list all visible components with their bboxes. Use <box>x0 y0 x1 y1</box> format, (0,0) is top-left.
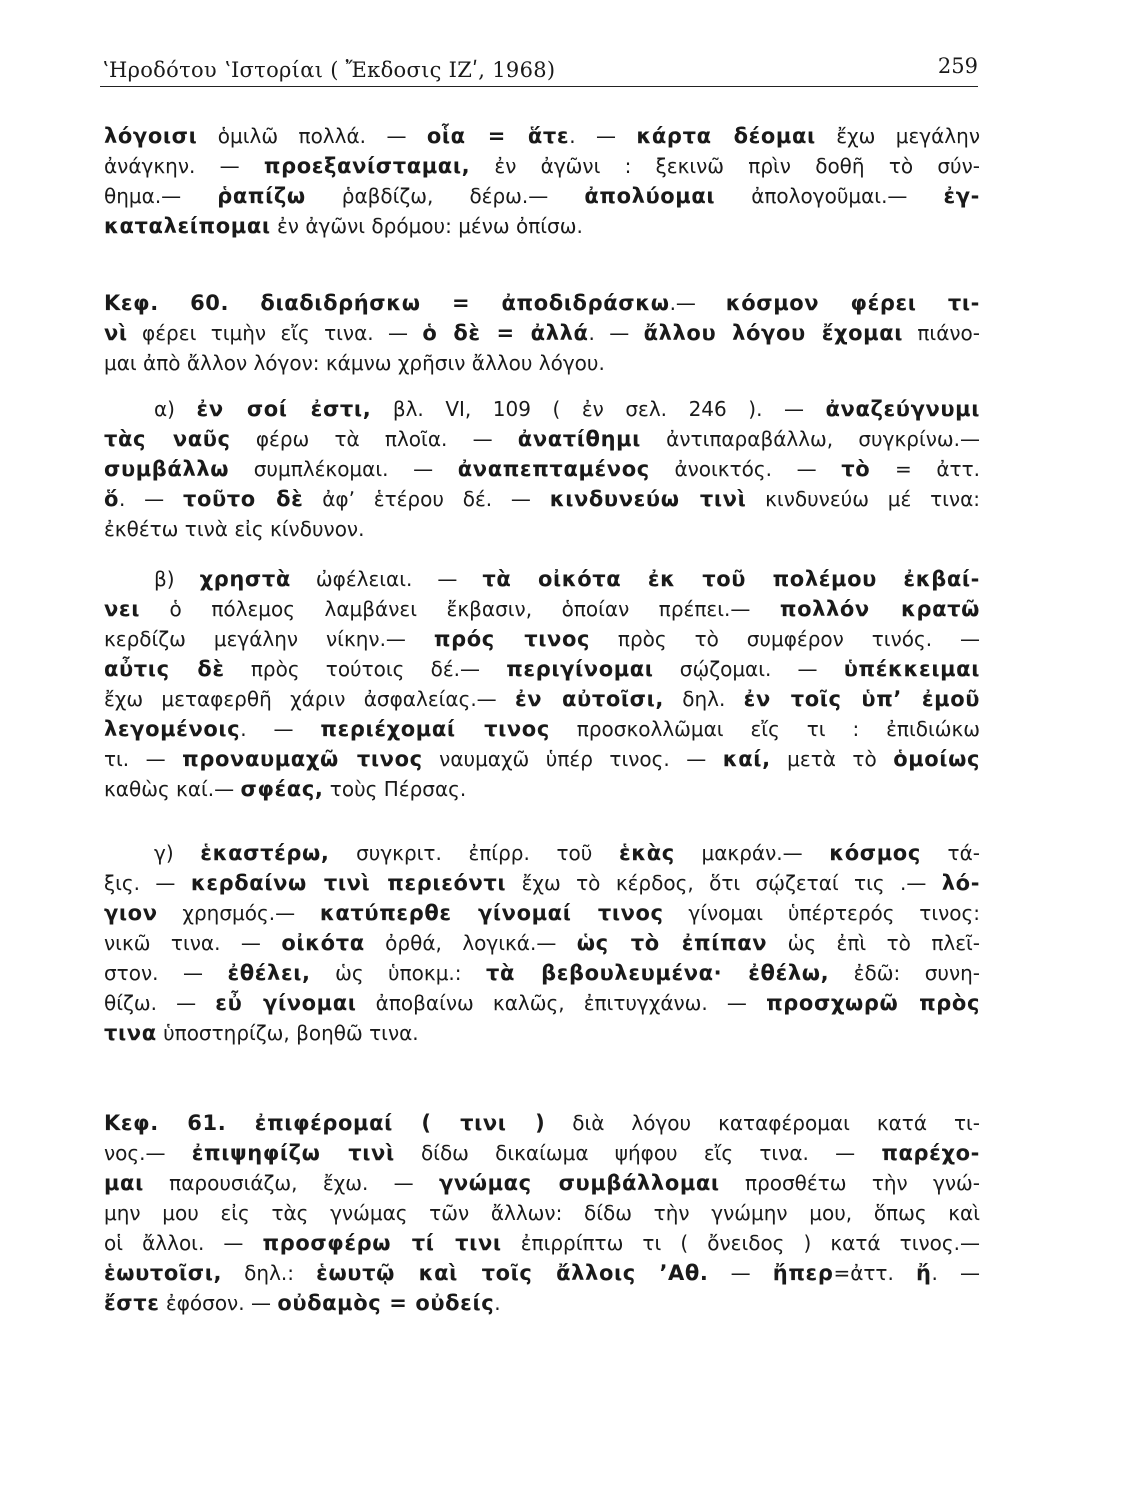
gloss-text: ὁμιλῶ πολλά. — <box>197 124 427 148</box>
gloss-text: παρουσιάζω, ἔχω. — <box>143 1171 439 1195</box>
gloss-text: προσθέτω τὴν γνώ- <box>719 1171 980 1195</box>
gloss-text: . <box>494 1291 501 1315</box>
lemma-term: ἐπιψηφίζω τινὶ <box>191 1141 395 1165</box>
lemma-term: προναυμαχῶ τινος <box>182 747 423 771</box>
lemma-term: τοῦτο δὲ <box>182 487 304 511</box>
lemma-term: προσφέρω τί τινι <box>262 1231 502 1255</box>
lemma-term: ἐν αὐτοῖσι, <box>514 687 664 711</box>
lemma-term: πολλόν κρατῶ <box>779 597 980 621</box>
gloss-text: = ἀττ. <box>870 457 980 481</box>
lemma-term: κόσμον φέρει τι- <box>725 291 980 315</box>
gloss-text: . — <box>569 124 637 148</box>
lemma-term: κόσμος <box>829 841 921 865</box>
gloss-text: ἐπιρρίπτω τι ( ὄνειδος ) κατά τινος.— <box>501 1231 980 1255</box>
lemma-term: νει <box>104 597 140 621</box>
lemma-term: κινδυνεύω τινὶ <box>549 487 747 511</box>
text-line <box>104 121 980 151</box>
lemma-term: ἑωυτοῖσι, <box>104 1261 223 1285</box>
lemma-term: ὁ δὲ = ἀλλά <box>422 321 589 345</box>
gloss-text: στον. — <box>104 961 228 985</box>
gloss-text: τοὺς Πέρσας. <box>323 777 467 801</box>
gloss-text: πρὸς τούτοις δέ.— <box>224 657 507 681</box>
lemma-term: γιον <box>104 901 158 925</box>
lemma-term: ἑκὰς <box>618 841 675 865</box>
lemma-term: ἐγ- <box>943 184 980 208</box>
gloss-text: δηλ.: <box>222 1261 317 1285</box>
lemma-term: ἤ <box>915 1261 932 1285</box>
text-line <box>104 211 980 241</box>
gloss-text: καθὼς καί.— <box>104 777 241 801</box>
gloss-text: . — <box>931 1261 980 1285</box>
lemma-term: κατύπερθε γίνομαί τινος <box>319 901 664 925</box>
text-line <box>104 714 980 744</box>
paragraph-60-alpha <box>104 394 980 544</box>
text-line <box>104 774 980 804</box>
text-line <box>104 288 980 318</box>
lemma-term: ἐν τοῖς ὑπʼ ἐμοῦ <box>743 687 980 711</box>
page-number: 259 <box>937 54 978 78</box>
gloss-text: κινδυνεύω μέ τινα: <box>746 487 980 511</box>
gloss-text: ἀποβαίνω καλῶς, ἐπιτυγχάνω. — <box>356 991 767 1015</box>
gloss-text: σῴζομαι. — <box>653 657 844 681</box>
text-line <box>104 348 980 378</box>
gloss-text: ὁ πόλεμος λαμβάνει ἔκβασιν, ὁποίαν πρέπει.— <box>139 597 780 621</box>
text-line <box>104 624 980 654</box>
lemma-term: καταλείπομαι <box>104 214 271 238</box>
lemma-term: ὅ <box>104 487 120 511</box>
lemma-term: περιγίνομαι <box>506 657 654 681</box>
text-line <box>104 958 980 988</box>
text-line <box>104 318 980 348</box>
gloss-text: ἐν ἀγῶνι : ξεκινῶ πρὶν δοθῆ τὸ σύν- <box>470 154 980 178</box>
lemma-term: Κεφ. 61. ἐπιφέρομαί ( τινι ) <box>104 1111 546 1135</box>
gloss-text: μην μου εἰς τὰς γνώμας τῶν ἄλλων: δίδω τὴν γνώμην μου, ὅπως καὶ <box>104 1201 980 1225</box>
lemma-term: κερδαίνω τινὶ περιεόντι <box>190 871 507 895</box>
lemma-term: κάρτα δέομαι <box>636 124 816 148</box>
text-line <box>104 1018 980 1048</box>
lemma-term: γνώμας συμβάλλομαι <box>438 1171 720 1195</box>
text-line <box>104 868 980 898</box>
paragraph-chapter-61 <box>104 1108 980 1318</box>
gloss-text: ὠφέλειαι. — <box>290 567 483 591</box>
gloss-text: α) <box>154 397 197 421</box>
lemma-term: εὖ γίνομαι <box>215 991 357 1015</box>
text-line <box>104 898 980 928</box>
text-line <box>104 928 980 958</box>
lemma-term: ἑωυτῷ καὶ τοῖς ἄλλοις ʼΑθ. <box>316 1261 709 1285</box>
text-line <box>104 1228 980 1258</box>
gloss-text: θίζω. — <box>104 991 216 1015</box>
gloss-text: . — <box>240 717 321 741</box>
text-line <box>104 988 980 1018</box>
gloss-text: ἀνοικτός. — <box>649 457 842 481</box>
lemma-term: παρέχο- <box>881 1141 980 1165</box>
gloss-text: β) <box>154 567 200 591</box>
lemma-term: ἔστε <box>104 1291 160 1315</box>
gloss-text: κερδίζω μεγάλην νίκην.— <box>104 627 434 651</box>
lemma-term: περιέχομαί τινος <box>320 717 550 741</box>
lemma-term: ὡς τὸ ἐπίπαν <box>576 931 768 955</box>
gloss-text: ἀφʼ ἑτέρου δέ. — <box>303 487 550 511</box>
gloss-text: .— <box>669 291 726 315</box>
lemma-term: ἄλλου λόγου ἔχομαι <box>643 321 904 345</box>
gloss-text: ὑποστηρίζω, βοηθῶ τινα. <box>156 1021 419 1045</box>
gloss-text: συμπλέκομαι. — <box>229 457 458 481</box>
lemma-term: νὶ <box>104 321 128 345</box>
lemma-term: ἀναπεπταμένος <box>457 457 650 481</box>
gloss-text: ἐφόσον. — <box>159 1291 278 1315</box>
text-line <box>104 394 980 424</box>
gloss-text: γίνομαι ὑπέρτερός τινος: <box>663 901 980 925</box>
gloss-text: μαι ἀπὸ ἄλλον λόγον: κάμνω χρῆσιν ἄλλου λόγου. <box>104 351 605 375</box>
text-line <box>104 424 980 454</box>
gloss-text: μετὰ τὸ <box>770 747 894 771</box>
text-line <box>104 484 980 514</box>
lemma-term: ἐν σοί ἐστι, <box>196 397 372 421</box>
text-line <box>104 654 980 684</box>
gloss-text: ἔχω μεταφερθῆ χάριν ἀσφαλείας.— <box>104 687 515 711</box>
lemma-term: προσχωρῶ πρὸς <box>766 991 980 1015</box>
lemma-term: ὁμοίως <box>893 747 980 771</box>
gloss-text: ὀρθά, λογικά.— <box>364 931 577 955</box>
gloss-text: τά- <box>920 841 980 865</box>
lemma-term: λό- <box>941 871 980 895</box>
gloss-text: ἀνάγκην. — <box>104 154 264 178</box>
text-line <box>104 564 980 594</box>
lemma-term: μαι <box>104 1171 144 1195</box>
lemma-term: ἐθέλει, <box>227 961 311 985</box>
gloss-text: φέρω τὰ πλοῖα. — <box>230 427 518 451</box>
lemma-term: προεξανίσταμαι, <box>263 154 471 178</box>
text-line <box>104 1198 980 1228</box>
gloss-text: θημα.— <box>104 184 218 208</box>
gloss-text: χρησμός.— <box>157 901 320 925</box>
gloss-text: ἔχω τὸ κέρδος, ὅτι σῴζεταί τις .— <box>506 871 942 895</box>
paragraph-60-beta <box>104 564 980 804</box>
gloss-text: — <box>708 1261 773 1285</box>
lemma-term: καί, <box>722 747 771 771</box>
lemma-term: οὐδαμὸς = οὐδείς <box>277 1291 495 1315</box>
lemma-term: τὰ βεβουλευμένα· ἐθέλω, <box>486 961 830 985</box>
lemma-term: ῥαπίζω <box>217 184 306 208</box>
gloss-text: δηλ. <box>663 687 744 711</box>
lemma-term: οἰκότα <box>281 931 365 955</box>
lemma-term: συμβάλλω <box>104 457 230 481</box>
gloss-text: ἐκθέτω τινὰ εἰς κίνδυνον. <box>104 517 365 541</box>
gloss-text: . — <box>119 487 183 511</box>
lemma-term: χρηστὰ <box>199 567 291 591</box>
gloss-text: συγκριτ. ἐπίρρ. τοῦ <box>329 841 619 865</box>
lemma-term: ἀναζεύγνυμι <box>825 397 980 421</box>
text-line <box>104 454 980 484</box>
gloss-text: προσκολλῶμαι εἴς τι : ἐπιδιώκω <box>549 717 980 741</box>
text-line <box>104 1168 980 1198</box>
gloss-text: ναυμαχῶ ὑπέρ τινος. — <box>422 747 723 771</box>
text-line <box>104 151 980 181</box>
text-line <box>104 594 980 624</box>
gloss-text: ἐδῶ: συνη- <box>829 961 980 985</box>
gloss-text: μακράν.— <box>674 841 830 865</box>
lemma-term: ἀνατίθημι <box>517 427 641 451</box>
lemma-term: Κεφ. 60. διαδιδρήσκω = ἀποδιδράσκω <box>104 291 670 315</box>
gloss-text: ῥαβδίζω, δέρω.— <box>305 184 585 208</box>
gloss-text: ξις. — <box>104 871 191 895</box>
gloss-text: =ἀττ. <box>833 1261 916 1285</box>
running-title: ʽΗροδότου ʽΙστορίαι ( Ἔκδοσις ΙΖʹ, 1968) <box>102 58 556 82</box>
lemma-term: ἑκαστέρω, <box>200 841 330 865</box>
text-line <box>104 744 980 774</box>
gloss-text: βλ. VI, 109 ( ἐν σελ. 246 ). — <box>371 397 826 421</box>
text-line <box>104 514 980 544</box>
gloss-text: νος.— <box>104 1141 192 1165</box>
lemma-term: τὸ <box>841 457 871 481</box>
paragraph-60-gamma <box>104 838 980 1048</box>
gloss-text: διὰ λόγου καταφέρομαι κατά τι- <box>545 1111 980 1135</box>
lemma-term: τινα <box>104 1021 157 1045</box>
gloss-text: δίδω δικαίωμα ψήφου εἴς τινα. — <box>394 1141 882 1165</box>
gloss-text: νικῶ τινα. — <box>104 931 282 955</box>
gloss-text: πιάνο- <box>903 321 980 345</box>
lemma-term: σφέας, <box>240 777 324 801</box>
gloss-text: πρὸς τὸ συμφέρον τινός. — <box>590 627 980 651</box>
gloss-text: φέρει τιμὴν εἴς τινα. — <box>127 321 423 345</box>
gloss-text: γ) <box>154 841 201 865</box>
lemma-term: τὰς ναῦς <box>104 427 231 451</box>
gloss-text: ἐν ἀγῶνι δρόμου: μένω ὀπίσω. <box>270 214 583 238</box>
running-header <box>100 52 978 87</box>
lemma-term: ὑπέκκειμαι <box>843 657 980 681</box>
gloss-text: ἀντιπαραβάλλω, συγκρίνω.— <box>640 427 980 451</box>
lemma-term: πρός τινος <box>433 627 591 651</box>
lemma-term: αὖτις δὲ <box>104 657 225 681</box>
text-line <box>104 1258 980 1288</box>
lemma-term: λεγομένοις <box>104 717 241 741</box>
text-line <box>104 1138 980 1168</box>
text-line <box>104 684 980 714</box>
text-line <box>104 181 980 211</box>
text-line <box>104 838 980 868</box>
gloss-text: τι. — <box>104 747 183 771</box>
paragraph-chapter-60 <box>104 288 980 378</box>
gloss-text: οἱ ἄλλοι. — <box>104 1231 263 1255</box>
gloss-text: ὡς ὑποκμ.: <box>310 961 486 985</box>
gloss-text: ἀπολογοῦμαι.— <box>715 184 944 208</box>
lemma-term: λόγοισι <box>104 124 198 148</box>
text-line <box>104 1108 980 1138</box>
lemma-term: τὰ οἰκότα ἐκ τοῦ πολέμου ἐκβαί- <box>482 567 980 591</box>
gloss-text: ὡς ἐπὶ τὸ πλεῖ- <box>767 931 980 955</box>
gloss-text: . — <box>588 321 644 345</box>
lemma-term: ἤπερ <box>772 1261 834 1285</box>
lemma-term: οἷα = ἅτε <box>426 124 570 148</box>
gloss-text: ἔχω μεγάλην <box>815 124 980 148</box>
lemma-term: ἀπολύομαι <box>584 184 716 208</box>
text-line <box>104 1288 980 1318</box>
paragraph-continuation <box>104 121 980 241</box>
